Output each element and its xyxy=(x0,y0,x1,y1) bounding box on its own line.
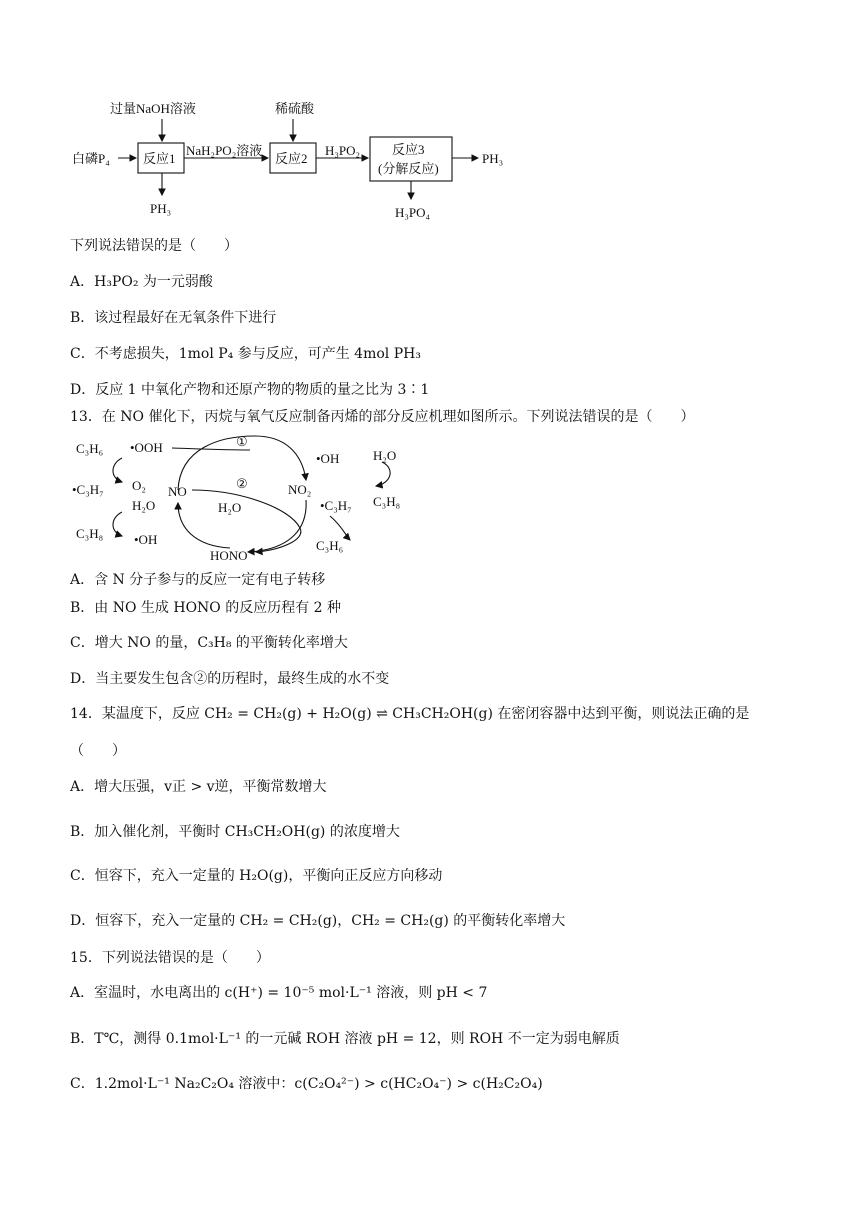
h2o-left: H₂O xyxy=(132,498,156,513)
h3po4-down: H₃PO₄ xyxy=(395,205,431,220)
c3h7-right: •C₃H₇ xyxy=(320,498,352,513)
reaction1-label: 反应1 xyxy=(143,151,176,166)
c3h8-right: C₃H₈ xyxy=(373,494,401,509)
ph3-out: PH₃ xyxy=(482,151,504,166)
q13-option-c: C．增大 NO 的量，C₃H₈ 的平衡转化率增大 xyxy=(70,635,348,651)
q14-option-d: D．恒容下，充入一定量的 CH₂ = CH₂(g)，CH₂ = CH₂(g) 的平衡转化率增大 xyxy=(70,913,566,929)
c3h7-left: •C₃H₇ xyxy=(72,482,104,497)
q12-option-c: C．不考虑损失，1mol P₄ 参与反应，可产生 4mol PH₃ xyxy=(70,346,421,362)
q13-stem: 13．在 NO 催化下，丙烷与氧气反应制备丙烯的部分反应机理如图所示。下列说法错误的是（ ） xyxy=(70,409,695,425)
oh-left: •OH xyxy=(134,532,158,547)
q12-stem: 下列说法错误的是（ ） xyxy=(70,238,238,254)
ooh-radical: •OOH xyxy=(130,440,163,455)
h3po2-label: H₃PO₂ xyxy=(325,143,361,158)
c3h6-top: C₃H₆ xyxy=(76,441,104,456)
hono-label: HONO xyxy=(210,548,248,563)
phosphorus-flow-diagram xyxy=(70,95,530,225)
q12-option-b: B．该过程最好在无氧条件下进行 xyxy=(70,310,277,326)
q13-option-b: B．由 NO 生成 HONO 的反应历程有 2 种 xyxy=(70,600,342,616)
nah2po2-label: NaH₂PO₂溶液 xyxy=(186,143,263,158)
q14-option-b: B．加入催化剂，平衡时 CH₃CH₂OH(g) 的浓度增大 xyxy=(70,824,400,840)
reaction3-sublabel: (分解反应) xyxy=(378,161,439,176)
reaction2-label: 反应2 xyxy=(275,151,308,166)
ph3-down: PH₃ xyxy=(150,201,172,216)
q12-option-d: D．反应 1 中氧化产物和还原产物的物质的量之比为 3∶1 xyxy=(70,382,430,398)
o2-label: O₂ xyxy=(132,478,146,493)
q14-option-a: A．增大压强，v正 > v逆，平衡常数增大 xyxy=(70,779,327,795)
reagent-h2so4: 稀硫酸 xyxy=(275,101,315,116)
q14-stem-blank: （ ） xyxy=(70,743,126,759)
q13-option-d: D．当主要发生包含②的历程时，最终生成的水不变 xyxy=(70,671,390,687)
step1-marker: ① xyxy=(236,434,248,449)
reagent-naoh: 过量NaOH溶液 xyxy=(110,101,196,116)
q12-option-a: A．H₃PO₂ 为一元弱酸 xyxy=(70,274,213,290)
c3h8-left: C₃H₈ xyxy=(76,526,104,541)
q15-option-c: C．1.2mol·L⁻¹ Na₂C₂O₄ 溶液中：c(C₂O₄²⁻) > c(HC₂O₄⁻) > c(H₂C₂O₄) xyxy=(70,1076,543,1092)
no-label: NO xyxy=(168,484,187,499)
h2o-right: H₂O xyxy=(373,448,397,463)
white-phosphorus: 白磷P₄ xyxy=(72,151,110,166)
q15-stem: 15．下列说法错误的是（ ） xyxy=(70,950,270,966)
oh-right: •OH xyxy=(316,451,340,466)
no-catalysis-mechanism-diagram xyxy=(70,428,430,566)
step2-marker: ② xyxy=(236,476,248,491)
q14-option-c: C．恒容下，充入一定量的 H₂O(g)，平衡向正反应方向移动 xyxy=(70,868,443,884)
q14-stem: 14．某温度下，反应 CH₂ = CH₂(g) + H₂O(g) ⇌ CH₃CH₂OH(g) 在密闭容器中达到平衡，则说法正确的是 xyxy=(70,706,750,722)
c3h6-right: C₃H₆ xyxy=(316,538,344,553)
q13-option-a: A．含 N 分子参与的反应一定有电子转移 xyxy=(70,572,326,588)
q15-option-a: A．室温时，水电离出的 c(H⁺) = 10⁻⁵ mol·L⁻¹ 溶液，则 pH < 7 xyxy=(70,985,488,1001)
reaction3-label: 反应3 xyxy=(392,142,425,157)
no2-label: NO₂ xyxy=(288,482,312,497)
q15-option-b: B．T℃，测得 0.1mol·L⁻¹ 的一元碱 ROH 溶液 pH = 12，则 ROH 不一定为弱电解质 xyxy=(70,1031,620,1047)
h2o-mid: H₂O xyxy=(218,500,242,515)
